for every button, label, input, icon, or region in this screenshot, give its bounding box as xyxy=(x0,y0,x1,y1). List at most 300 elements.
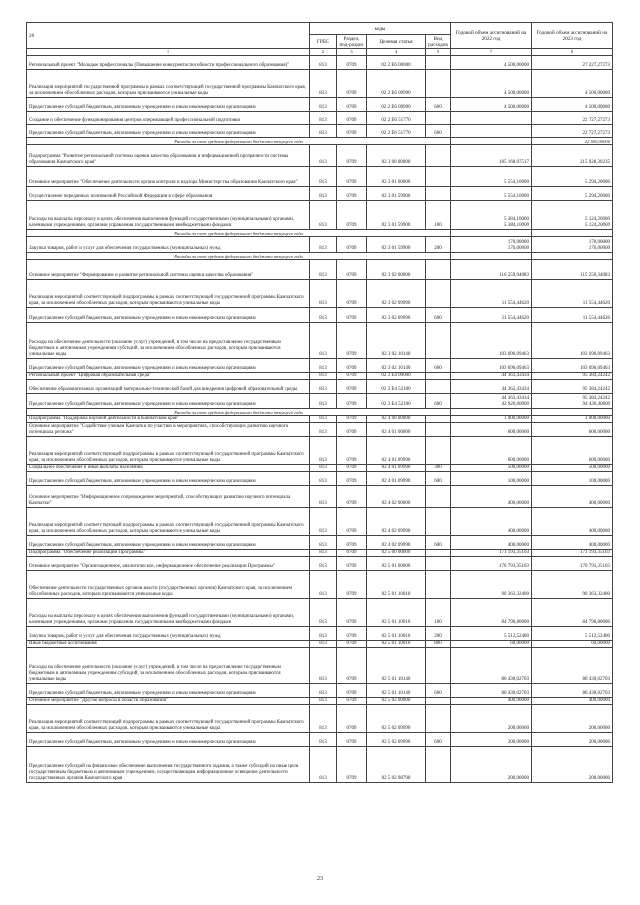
row-expense-type xyxy=(426,557,451,571)
row-name: Предоставление субсидий бюджетным, автономным учреждениям и иным некоммерческим организациям xyxy=(27,472,310,486)
row-name: Предоставление субсидий бюджетным, автономным учреждениям и иным некоммерческим организациям xyxy=(27,125,310,138)
header-expense-type: Вид расходов xyxy=(426,35,451,49)
row-name: Основное мероприятие "Содействие ученым Камчатки по участию в мероприятиях, способствующих развитию научного потенциала региона" xyxy=(27,423,310,437)
row-amount-2023: 5 512,52400 xyxy=(532,627,613,641)
note-row xyxy=(27,138,613,145)
row-amount-2023: 90 363,32400 xyxy=(532,571,613,599)
row-name: Реализация мероприятий соответствующей подпрограммы в рамках соответствующей государственной программы Камчатского края, за исключением обособленных расходов, которым присваиваются уникальные коды xyxy=(27,508,310,536)
note-text: Расходы за счет средств федерального бюджета текущего года xyxy=(27,253,451,260)
row-expense-type xyxy=(426,187,451,201)
row-section-code: 0709 xyxy=(337,70,367,98)
table-row xyxy=(27,359,613,373)
row-expense-type xyxy=(426,550,451,557)
row-amount-2022: 1 000,00000 xyxy=(451,416,532,423)
row-grbs-code: 813 xyxy=(310,486,337,508)
row-amount-2022 xyxy=(451,125,532,138)
row-expense-type xyxy=(426,423,451,437)
budget-page xyxy=(26,22,612,783)
table-row xyxy=(27,125,613,138)
row-section-code: 0709 xyxy=(337,684,367,698)
row-amount-2023: 200,00000 xyxy=(532,747,613,783)
header-grbs: ГРБС xyxy=(310,35,337,49)
row-name: Основное мероприятие "Другие вопросы в области образования" xyxy=(27,698,310,705)
row-section-code: 0709 xyxy=(337,308,367,323)
row-amount-2022: 4 500,00000 xyxy=(451,98,532,112)
row-section-code: 0709 xyxy=(337,698,367,705)
row-article-code: 02 5 01 00000 xyxy=(367,557,426,571)
row-section-code: 0709 xyxy=(337,237,367,253)
row-expense-type: 600 xyxy=(426,125,451,138)
table-row xyxy=(27,698,613,705)
table-row xyxy=(27,323,613,359)
table-row xyxy=(27,571,613,599)
row-section-code: 0709 xyxy=(337,486,367,508)
row-expense-type xyxy=(426,747,451,783)
row-section-code: 0709 xyxy=(337,56,367,70)
row-article-code: 02 5 01 10010 xyxy=(367,599,426,627)
table-row xyxy=(27,465,613,472)
row-grbs-code: 813 xyxy=(310,599,337,627)
note-row xyxy=(27,253,613,260)
row-article-code: 02 3 02 09990 xyxy=(367,280,426,308)
row-section-code: 0709 xyxy=(337,599,367,627)
row-name: Подпрограмма "Обеспечение реализации Программы" xyxy=(27,550,310,557)
row-name: Расходы на выплаты персоналу в целях обеспечения выполнения функций государственными (муниципальными) органами, казенными учреждениями, органами управления государственными внебюджетными фондами xyxy=(27,599,310,627)
row-article-code: 02 5 00 00000 xyxy=(367,550,426,557)
row-amount-2023: 1 000,00000 xyxy=(532,416,613,423)
row-expense-type: 300 xyxy=(426,465,451,472)
row-grbs-code: 813 xyxy=(310,98,337,112)
row-amount-2022-federal-value: 43 920,00000 xyxy=(501,402,530,407)
note-amount-2023 xyxy=(532,253,613,260)
row-amount-2022: 116 259,94083 xyxy=(451,260,532,280)
row-amount-2023-federal-value: 5 124,20000 xyxy=(585,223,611,228)
row-grbs-code: 813 xyxy=(310,627,337,641)
row-name: Предоставление субсидий бюджетным, автономным учреждениям и иным некоммерческим организациям xyxy=(27,98,310,112)
column-number: 3 xyxy=(337,49,367,56)
note-row xyxy=(27,409,613,416)
row-amount-2022: 185 168,07517 xyxy=(451,145,532,167)
header-corner-label: 26 xyxy=(27,23,310,49)
row-grbs-code: 813 xyxy=(310,145,337,167)
column-number: 2 xyxy=(310,49,337,56)
row-amount-2022: 200,00000 xyxy=(451,733,532,747)
row-amount-2023: 400,00000 xyxy=(532,698,613,705)
row-expense-type: 600 xyxy=(426,472,451,486)
column-number: 1 xyxy=(27,49,310,56)
row-amount-2023: 200,00000 xyxy=(532,705,613,733)
row-article-code: 02 2 E6 51770 xyxy=(367,112,426,125)
table-row xyxy=(27,280,613,308)
row-expense-type xyxy=(426,486,451,508)
table-row xyxy=(27,627,613,641)
row-amount-2023: 170 793,35103 xyxy=(532,557,613,571)
row-amount-2023: 22 727,27273 xyxy=(532,112,613,125)
row-amount-2022: 44 363,43434 xyxy=(451,373,532,380)
row-grbs-code: 813 xyxy=(310,423,337,437)
row-name: Расходы на выплаты персоналу в целях обеспечения выполнения функций государственными (муниципальными) органами, казенными учреждениями, органами управления государственными внебюджетными фондами xyxy=(27,201,310,230)
row-article-code: 02 3 01 59900 xyxy=(367,237,426,253)
row-amount-2023: 84 790,80000 xyxy=(532,599,613,627)
row-amount-2023: 11 554,44620 xyxy=(532,280,613,308)
row-grbs-code: 813 xyxy=(310,733,337,747)
table-row xyxy=(27,380,613,394)
row-article-code: 02 3 E4 00000 xyxy=(367,373,426,380)
table-row xyxy=(27,536,613,550)
table-row xyxy=(27,394,613,409)
row-section-code: 0709 xyxy=(337,641,367,648)
row-name: Основное мероприятие "Организационное, аналитическое, информационное обеспечение реализации Программы" xyxy=(27,557,310,571)
row-amount-2022: 4 500,00000 xyxy=(451,70,532,98)
row-section-code: 0709 xyxy=(337,550,367,557)
row-grbs-code: 813 xyxy=(310,280,337,308)
row-article-code: 02 3 E4 52100 xyxy=(367,380,426,394)
row-amount-2023: 60,00000 xyxy=(532,641,613,648)
row-expense-type xyxy=(426,508,451,536)
row-article-code: 02 2 E6 09990 xyxy=(367,70,426,98)
row-name: Предоставление субсидий бюджетным, автономным учреждениям и иным некоммерческим организациям xyxy=(27,733,310,747)
row-name: Расходы на обеспечение деятельности (оказание услуг) учреждений, в том числе на предоставление государственным бюджетным и автономным учреждениям субсидий, за исключением обособленных расходов, которым присваиваются уникальные коды xyxy=(27,648,310,684)
row-name: Предоставление субсидий бюджетным, автономным учреждениям и иным некоммерческим организациям xyxy=(27,308,310,323)
row-grbs-code: 813 xyxy=(310,70,337,98)
row-amount-2022: 200,00000 xyxy=(451,705,532,733)
row-amount-2022: 5 554,10000 xyxy=(451,187,532,201)
table-row xyxy=(27,308,613,323)
row-article-code: 02 5 01 10010 xyxy=(367,571,426,599)
table-row xyxy=(27,423,613,437)
row-grbs-code: 813 xyxy=(310,557,337,571)
row-expense-type xyxy=(426,373,451,380)
row-grbs-code: 813 xyxy=(310,237,337,253)
row-section-code: 0709 xyxy=(337,98,367,112)
row-article-code: 02 3 02 00000 xyxy=(367,260,426,280)
row-amount-2022: 600,00000 xyxy=(451,437,532,465)
row-name: Реализация мероприятий соответствующей подпрограммы в рамках соответствующей государственной программы Камчатского края, за исключением обособленных расходов, которым присваиваются уникальные коды xyxy=(27,705,310,733)
row-grbs-code: 813 xyxy=(310,394,337,409)
row-amount-2023: 22 727,27273 xyxy=(532,125,613,138)
row-section-code: 0709 xyxy=(337,416,367,423)
row-name: Основное мероприятие "Информационное сопровождение мероприятий, способствующих развитию научного потенциала Камчатки" xyxy=(27,486,310,508)
row-amount-2023: 80 430,02703 xyxy=(532,648,613,684)
row-name: Основное мероприятие "Обеспечение деятельности органа контроля и надзора Министерства образования Камчатского края" xyxy=(27,167,310,187)
row-amount-2022-value: 170,00000 xyxy=(507,240,530,245)
table-row xyxy=(27,237,613,253)
row-amount-2023: 115 250,34083 xyxy=(532,260,613,280)
row-amount-2022: 400,00000 xyxy=(451,698,532,705)
row-section-code: 0709 xyxy=(337,747,367,783)
row-section-code: 0709 xyxy=(337,201,367,230)
row-amount-2023: 103 696,09463 xyxy=(532,323,613,359)
row-amount-2022: 5 512,52400 xyxy=(451,627,532,641)
row-amount-2023-federal-value: 170,00000 xyxy=(588,246,611,251)
row-grbs-code: 813 xyxy=(310,201,337,230)
table-row xyxy=(27,557,613,571)
note-amount-2023: 22 500,00000 xyxy=(532,138,613,145)
row-amount-2023: 80 430,02703 xyxy=(532,684,613,698)
table-row xyxy=(27,747,613,783)
row-amount-2022: 44 363,43434 xyxy=(451,380,532,394)
row-section-code: 0709 xyxy=(337,280,367,308)
row-grbs-code: 813 xyxy=(310,648,337,684)
row-grbs-code: 813 xyxy=(310,747,337,783)
row-amount-2023 xyxy=(532,201,613,230)
row-article-code: 02 2 E6 00000 xyxy=(367,56,426,70)
row-amount-2022: 400,00000 xyxy=(451,486,532,508)
row-amount-2022 xyxy=(451,237,532,253)
row-amount-2023: 4 500,00000 xyxy=(532,98,613,112)
row-amount-2023: 600,00000 xyxy=(532,423,613,437)
row-grbs-code: 813 xyxy=(310,416,337,423)
row-expense-type xyxy=(426,280,451,308)
row-name: Предоставление субсидий бюджетным, автономным учреждениям и иным некоммерческим организациям xyxy=(27,684,310,698)
row-amount-2022: 103 696,09463 xyxy=(451,359,532,373)
row-amount-2022: 5 554,10000 xyxy=(451,167,532,187)
row-amount-2023: 400,00000 xyxy=(532,536,613,550)
row-expense-type xyxy=(426,260,451,280)
row-expense-type xyxy=(426,167,451,187)
row-name: Предоставление субсидий бюджетным, автономным учреждениям и иным некоммерческим организациям xyxy=(27,536,310,550)
note-amount-2022 xyxy=(451,230,532,237)
row-section-code: 0709 xyxy=(337,648,367,684)
row-amount-2022: 170 793,35103 xyxy=(451,557,532,571)
row-section-code: 0709 xyxy=(337,627,367,641)
row-section-code: 0709 xyxy=(337,125,367,138)
column-numbering-row xyxy=(27,49,613,56)
row-article-code: 02 5 02 98790 xyxy=(367,747,426,783)
row-expense-type xyxy=(426,705,451,733)
note-amount-2023 xyxy=(532,409,613,416)
row-grbs-code: 813 xyxy=(310,359,337,373)
row-article-code: 02 3 01 59900 xyxy=(367,201,426,230)
row-article-code: 02 3 01 00000 xyxy=(367,167,426,187)
row-amount-2022: 90 363,32400 xyxy=(451,571,532,599)
row-expense-type: 600 xyxy=(426,98,451,112)
row-amount-2022: 200,00000 xyxy=(451,747,532,783)
row-amount-2023: 4 500,00000 xyxy=(532,70,613,98)
row-amount-2022: 80 430,02703 xyxy=(451,648,532,684)
row-amount-2023: 103 696,09463 xyxy=(532,359,613,373)
row-name: Предоставление субсидий бюджетным, автономным учреждениям и иным некоммерческим организациям xyxy=(27,359,310,373)
row-article-code: 02 3 02 09990 xyxy=(367,308,426,323)
table-row xyxy=(27,70,613,98)
row-grbs-code: 813 xyxy=(310,437,337,465)
row-expense-type xyxy=(426,70,451,98)
row-amount-2023: 27 227,27273 xyxy=(532,56,613,70)
table-row xyxy=(27,260,613,280)
page-number: 23 xyxy=(317,876,323,882)
row-name: Иные бюджетные ассигнования xyxy=(27,641,310,648)
row-amount-2022: 400,00000 xyxy=(451,536,532,550)
row-amount-2022: 100,00000 xyxy=(451,472,532,486)
row-amount-2023-value: 95 384,24242 xyxy=(582,396,611,401)
row-expense-type xyxy=(426,698,451,705)
table-row xyxy=(27,112,613,125)
table-row xyxy=(27,437,613,465)
row-grbs-code: 813 xyxy=(310,373,337,380)
header-codes: коды xyxy=(310,23,451,35)
row-amount-2022: 4 500,00000 xyxy=(451,56,532,70)
row-section-code: 0709 xyxy=(337,145,367,167)
row-article-code: 02 3 00 00000 xyxy=(367,145,426,167)
row-grbs-code: 813 xyxy=(310,260,337,280)
row-grbs-code: 813 xyxy=(310,472,337,486)
table-row xyxy=(27,167,613,187)
row-section-code: 0709 xyxy=(337,423,367,437)
row-section-code: 0709 xyxy=(337,380,367,394)
column-number: 7 xyxy=(451,49,532,56)
row-expense-type xyxy=(426,571,451,599)
row-amount-2023: 5 294,20000 xyxy=(532,167,613,187)
table-row xyxy=(27,56,613,70)
row-expense-type: 800 xyxy=(426,641,451,648)
row-grbs-code: 813 xyxy=(310,167,337,187)
row-expense-type xyxy=(426,56,451,70)
row-expense-type xyxy=(426,416,451,423)
table-row xyxy=(27,472,613,486)
row-amount-2023: 100,00000 xyxy=(532,472,613,486)
row-grbs-code: 813 xyxy=(310,323,337,359)
row-amount-2023: 600,00000 xyxy=(532,437,613,465)
row-name: Осуществление переданных полномочий Российской Федерации в сфере образования xyxy=(27,187,310,201)
row-name: Региональный проект "Цифровая образовательная среда" xyxy=(27,373,310,380)
row-amount-2022: 80 430,02703 xyxy=(451,684,532,698)
row-expense-type: 200 xyxy=(426,237,451,253)
budget-table-body xyxy=(27,56,613,783)
row-grbs-code: 813 xyxy=(310,187,337,201)
row-amount-2022: 600,00000 xyxy=(451,423,532,437)
row-section-code: 0709 xyxy=(337,705,367,733)
row-grbs-code: 813 xyxy=(310,465,337,472)
row-grbs-code: 813 xyxy=(310,550,337,557)
column-number: 8 xyxy=(532,49,613,56)
row-amount-2023: 11 554,44620 xyxy=(532,308,613,323)
note-text: Расходы за счет средств федерального бюджета текущего года xyxy=(27,138,451,145)
row-article-code: 02 3 02 10140 xyxy=(367,359,426,373)
row-section-code: 0709 xyxy=(337,472,367,486)
row-section-code: 0709 xyxy=(337,373,367,380)
row-grbs-code: 813 xyxy=(310,698,337,705)
row-section-code: 0709 xyxy=(337,465,367,472)
row-article-code: 02 3 02 10140 xyxy=(367,323,426,359)
row-article-code: 02 4 01 09990 xyxy=(367,465,426,472)
row-expense-type xyxy=(426,648,451,684)
table-row xyxy=(27,373,613,380)
row-name: Социальное обеспечение и иные выплаты населению xyxy=(27,465,310,472)
row-article-code: 02 5 02 09990 xyxy=(367,733,426,747)
row-name: Обеспечение образовательных организаций материально-технической базой для внедрения цифровой образовательной среды xyxy=(27,380,310,394)
row-amount-2022: 400,00000 xyxy=(451,508,532,536)
row-section-code: 0709 xyxy=(337,571,367,599)
note-amount-2023 xyxy=(532,230,613,237)
row-amount-2023 xyxy=(532,237,613,253)
row-grbs-code: 813 xyxy=(310,308,337,323)
row-article-code: 02 5 02 09990 xyxy=(367,705,426,733)
row-article-code: 02 5 01 10140 xyxy=(367,684,426,698)
row-amount-2023-value: 170,00000 xyxy=(588,240,611,245)
row-amount-2022 xyxy=(451,112,532,125)
row-article-code: 02 5 01 10010 xyxy=(367,641,426,648)
row-article-code: 02 2 E6 51770 xyxy=(367,125,426,138)
row-amount-2023-value: 5 124,20000 xyxy=(585,217,611,222)
row-grbs-code: 813 xyxy=(310,571,337,599)
column-number: 4 xyxy=(367,49,426,56)
table-row xyxy=(27,733,613,747)
row-name: Реализация мероприятий соответствующей подпрограммы в рамках соответствующей государственной программы Камчатского края, за исключением обособленных расходов, которым присваиваются уникальные коды xyxy=(27,437,310,465)
row-name: Региональный проект "Молодые профессионалы (Повышение конкурентоспособности профессионального образования)" xyxy=(27,56,310,70)
row-expense-type: 100 xyxy=(426,599,451,627)
row-amount-2023: 500,00000 xyxy=(532,465,613,472)
note-amount-2022 xyxy=(451,253,532,260)
note-amount-2022 xyxy=(451,138,532,145)
row-amount-2022: 60,00000 xyxy=(451,641,532,648)
row-article-code: 02 4 01 09990 xyxy=(367,472,426,486)
row-expense-type: 100 xyxy=(426,201,451,230)
row-name: Расходы на обеспечение деятельности (оказание услуг) учреждений, в том числе на предоставление государственным бюджетным и автономным учреждениям субсидий, за исключением обособленных расходов, которым присваиваются уникальные коды xyxy=(27,323,310,359)
row-section-code: 0709 xyxy=(337,260,367,280)
row-article-code: 02 4 02 09990 xyxy=(367,536,426,550)
row-expense-type xyxy=(426,323,451,359)
row-article-code: 02 4 01 09990 xyxy=(367,437,426,465)
row-section-code: 0709 xyxy=(337,536,367,550)
row-section-code: 0709 xyxy=(337,187,367,201)
table-row xyxy=(27,641,613,648)
row-name: Подпрограмма "Поддержка научной деятельности в Камчатском крае" xyxy=(27,416,310,423)
row-amount-2023: 95 384,24242 xyxy=(532,380,613,394)
row-section-code: 0709 xyxy=(337,359,367,373)
row-grbs-code: 813 xyxy=(310,125,337,138)
row-amount-2023: 171 193,35103 xyxy=(532,550,613,557)
row-article-code: 02 5 02 00000 xyxy=(367,698,426,705)
row-article-code: 02 3 E4 52100 xyxy=(367,394,426,409)
row-article-code: 02 5 01 10010 xyxy=(367,627,426,641)
row-expense-type: 600 xyxy=(426,394,451,409)
row-grbs-code: 813 xyxy=(310,705,337,733)
row-amount-2022: 171 193,35103 xyxy=(451,550,532,557)
row-amount-2023: 5 294,20000 xyxy=(532,187,613,201)
row-section-code: 0709 xyxy=(337,557,367,571)
note-amount-2022 xyxy=(451,409,532,416)
row-amount-2022-federal-value: 5 384,10000 xyxy=(504,223,530,228)
row-expense-type: 200 xyxy=(426,627,451,641)
row-name: Основное мероприятие "Формирование и развитие региональной системы оценки качества образования" xyxy=(27,260,310,280)
row-expense-type: 600 xyxy=(426,308,451,323)
row-amount-2023 xyxy=(532,394,613,409)
row-section-code: 0709 xyxy=(337,394,367,409)
header-article: Целевая статья xyxy=(367,35,426,49)
table-row xyxy=(27,550,613,557)
row-grbs-code: 813 xyxy=(310,508,337,536)
table-row xyxy=(27,486,613,508)
row-expense-type xyxy=(426,380,451,394)
row-name: Создание и обеспечение функционирования центров опережающей профессиональной подготовки xyxy=(27,112,310,125)
table-row xyxy=(27,145,613,167)
row-section-code: 0709 xyxy=(337,112,367,125)
table-row xyxy=(27,648,613,684)
row-grbs-code: 813 xyxy=(310,536,337,550)
row-grbs-code: 813 xyxy=(310,684,337,698)
row-expense-type xyxy=(426,145,451,167)
row-expense-type: 600 xyxy=(426,733,451,747)
row-section-code: 0709 xyxy=(337,323,367,359)
row-amount-2023-federal-value: 94 430,40000 xyxy=(582,402,611,407)
row-amount-2023: 400,00000 xyxy=(532,508,613,536)
row-name: Реализация мероприятий соответствующей подпрограммы в рамках соответствующей государственной программы Камчатского края, за исключением обособленных расходов, которым присваиваются уникальные коды xyxy=(27,280,310,308)
table-row xyxy=(27,98,613,112)
row-amount-2023: 200,00000 xyxy=(532,733,613,747)
table-row xyxy=(27,416,613,423)
row-amount-2022: 11 554,44620 xyxy=(451,280,532,308)
row-grbs-code: 813 xyxy=(310,641,337,648)
